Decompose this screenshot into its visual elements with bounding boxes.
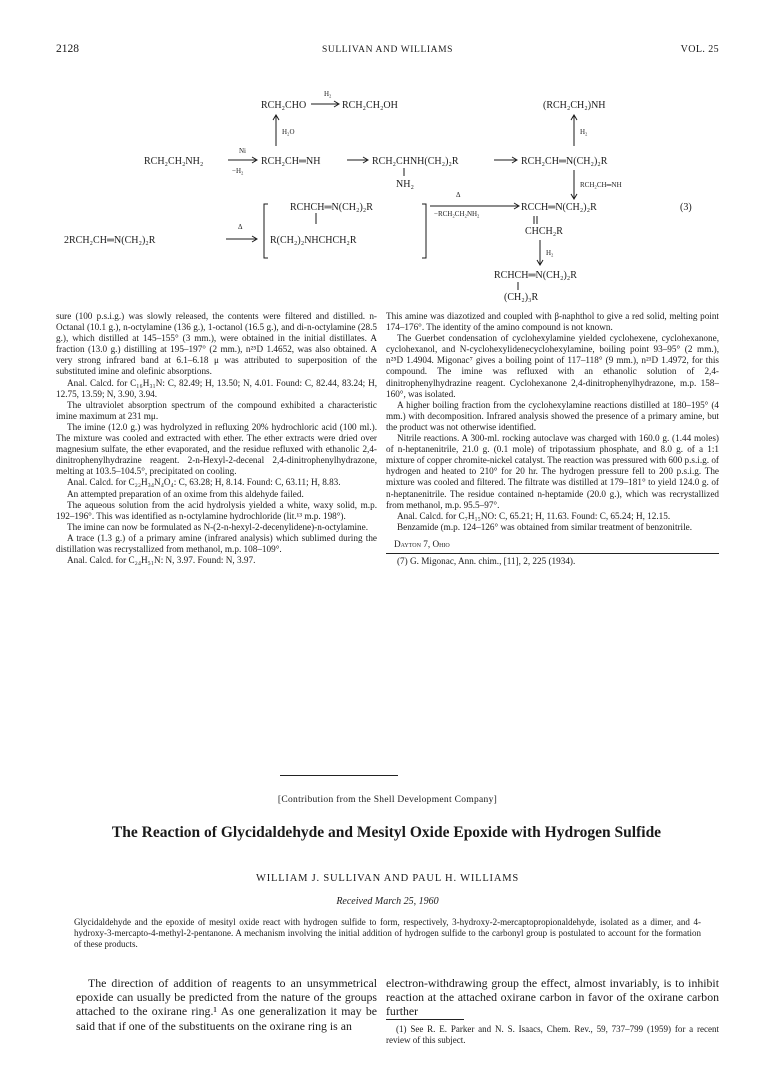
reaction-scheme <box>56 86 726 306</box>
page-number: 2128 <box>56 43 79 55</box>
footnote-migonac: (7) G. Migonac, Ann. chim., [11], 2, 225 (1934). <box>386 553 719 567</box>
analysis-paragraph: Anal. Calcd. for C₁₆H₃₁N: C, 82.49; H, 13.50; N, 4.01. Found: C, 82.44, 83.24; H, 12.75, 13.59; N, 3.90, 3.94. <box>56 377 377 399</box>
paragraph: The imine (12.0 g.) was hydrolyzed in refluxing 20% hydrochloric acid (100 ml.). The mixture was cooled and extracted with ether. The ether extracts were dried over magnesium sulfate, the ether evaporated, and the residue refluxed with ethanolic 2,4-dinitrophenylhydrazine reagent. 2-n-Hexyl-2-decenal 2,4-dinitrophenylhydrazone, melting at 103.5–104.5°, precipitated on cooling. <box>56 421 377 477</box>
scheme-up-label-1: H₂O <box>282 128 295 136</box>
footnote: (1) See R. E. Parker and N. S. Isaacs, Chem. Rev., 59, 737–799 (1959) for a recent review of this subject. <box>386 1024 719 1045</box>
scheme-r3-bracket-bot: R(CH₂)₂NHCHCH₂R <box>270 235 357 246</box>
analysis-paragraph: Anal. Calcd. for C₂₂H₃₄N₄O₄: C, 63.28; H, 8.14. Found: C, 63.11; H, 8.83. <box>67 477 341 488</box>
abstract: Glycidaldehyde and the epoxide of mesityl oxide react with hydrogen sulfide to form, respectively, 3-hydroxy-2-mercaptopropionaldehyde, isolated as a dimer, and 4-hydroxy-3-mercapto-4-methyl-2-pentanone. A mechanism involving the initial addition of hydrogen sulfide to the carbonyl group is postulated to account for the formation of these products. <box>74 917 701 949</box>
footnote-divider <box>386 1019 464 1020</box>
scheme-r1-mid: RCH₂CH₂OH <box>342 100 398 111</box>
paragraph: sure (100 p.s.i.g.) was slowly released, the contents were filtered and distilled. n-Octanal (10.1 g.), n-octylamine (136 g.), 1-octanol (16.5 g.), and di-n-octylamine (28.5 g.), which distilled at 145–155° (3 mm.), were obtained in the initial distillates. A fraction (13.0 g.) distilling at 195–197° (2 mm.), n²⁵D 1.4652, was also obtained. A very strong infrared band at 6.1–6.18 μ was attributed to superposition of the substituted imine and olefinic absorptions. <box>56 311 377 377</box>
volume-label: VOL. 25 <box>680 44 719 55</box>
scheme-r2-c: RCH₂CH═N(CH₂)₂R <box>521 156 608 167</box>
paragraph: This amine was diazotized and coupled with β-naphthol to give a red solid, melting point 174–176°. The identity of the amino compound is not known. <box>386 311 719 333</box>
body-text-left: The direction of addition of reagents to an unsymmetrical epoxide can usually be predicted from the nature of the groups attached to the oxirane ring.¹ As one generalization it may be said that if one of the substituents on the oxirane ring is an <box>76 976 377 1033</box>
contribution-line: [Contribution from the Shell Development Company] <box>277 795 498 805</box>
right-column <box>386 311 719 567</box>
paragraph: Nitrile reactions. A 300-ml. rocking autoclave was charged with 160.0 g. (1.44 moles) of n-heptanenitrile, 21.0 g. (0.1 mole) of tripotassium phosphate, and 8.0 g. of a 1:1 mixture of copper chromite-nickel catalyst. The reaction was pressured with 600 p.s.i.g. of hydrogen and heated to 210° for 20 hr. The hydrogen pressure fell to 200 p.s.i.g. The mixture was cooled and filtered. The filtrate was distilled at 179–181° to yield 124.0 g. of n-heptanenitrile. The residue contained n-heptamide (20.0 g.), which was recrystallized from methanol, m.p. 95.5–97°. <box>386 433 719 510</box>
scheme-r3-under-label: −RCH₂CH₂NH₂ <box>434 210 480 218</box>
scheme-down-label-1: RCH₂CH═NH <box>580 181 622 189</box>
scheme-down-label-2: H₂ <box>546 249 554 257</box>
paragraph: The aqueous solution from the acid hydrolysis yielded a white, waxy solid, m.p. 192–196°. This was identified as n-octylamine hydrochloride (lit.¹³ m.p. 198°). <box>56 499 377 521</box>
scheme-up-label-2: H₂ <box>580 128 588 136</box>
paragraph: The Guerbet condensation of cyclohexylamine yielded cyclohexene, cyclohexanone, cyclohexanol, and N-cyclohexylidenecyclohexylamine, boiling point 93–95° (2 mm.), n²⁵D 1.4904. Migonac⁷ gives a boiling point of 117–118° (9 mm.), n²¹D 1.4972, for this compound. The imine was refluxed with an ethanolic solution of 2,4-dinitrophenylhydrazine reagent. Cyclohexanone 2,4-dinitrophenylhydrazone, m.p. 158–160°, was isolated. <box>386 333 719 399</box>
scheme-r1-right: (RCH₂CH₂)NH <box>543 100 606 111</box>
paragraph: A higher boiling fraction from the cyclohexylamine reactions distilled at 180–195° (4 mm.) with decomposition. Infrared analysis showed the presence of a primary amine, but the product was not otherwise identified. <box>386 399 719 432</box>
article-authors: WILLIAM J. SULLIVAN AND PAUL H. WILLIAMS <box>256 873 519 884</box>
page-header <box>56 43 719 59</box>
paragraph: The imine can now be formulated as N-(2-n-hexyl-2-decenylidene)-n-octylamine. <box>67 521 369 532</box>
scheme-r3-product-sub: CHCH₂R <box>525 226 563 237</box>
scheme-r3-start: 2RCH₂CH═N(CH₂)₂R <box>64 235 156 246</box>
scheme-r2-nh2: NH₂ <box>396 179 414 190</box>
scheme-r2-under-label: −H₂ <box>232 167 244 175</box>
scheme-r1-arrow-label: H₂ <box>324 90 332 98</box>
scheme-r3-delta-2: Δ <box>456 191 461 199</box>
scheme-r3-bracket-left <box>264 204 268 258</box>
scheme-r3-delta-1: Δ <box>238 223 243 231</box>
analysis-paragraph: Anal. Calcd. for C₇H₁₅NO: C, 65.21; H, 11.63. Found: C, 65.24; H, 12.15. <box>397 510 671 521</box>
scheme-r3-product: RCCH═N(CH₂)₂R <box>521 202 597 213</box>
received-date: Received March 25, 1960 <box>336 896 439 907</box>
scheme-r3-bracket-right <box>422 204 426 258</box>
scheme-r2-a: RCH₂CH═NH <box>261 156 321 167</box>
affiliation-location: Dayton 7, Ohio <box>394 538 450 549</box>
paragraph: A trace (1.3 g.) of a primary amine (infrared analysis) which sublimed during the distillation was recrystallized from methanol, m.p. 108–109°. <box>56 532 377 554</box>
paragraph: Benzamide (m.p. 124–126° was obtained from similar treatment of benzonitrile. <box>397 521 693 532</box>
equation-number: (3) <box>680 202 692 213</box>
scheme-r1-left: RCH₂CHO <box>261 100 307 111</box>
analysis-paragraph: Anal. Calcd. for C₂₄H₅₁N: N, 3.97. Found: N, 3.97. <box>67 555 256 566</box>
scheme-r2-start: RCH₂CH₂NH₂ <box>144 156 204 167</box>
scheme-r2-b: RCH₂CHNH(CH₂)₂R <box>372 156 459 167</box>
running-title: SULLIVAN AND WILLIAMS <box>322 45 453 55</box>
scheme-r2-arrow-label: Ni <box>239 147 246 155</box>
scheme-r4-product: RCHCH═N(CH₂)₂R <box>494 270 577 281</box>
body-text-right: electron-withdrawing group the effect, almost invariably, is to inhibit reaction at the attached oxirane carbon in favor of the oxirane carbon further <box>386 976 719 1019</box>
scheme-r4-product-sub: (CH₂)₃R <box>504 292 539 303</box>
paragraph: An attempted preparation of an oxime from this aldehyde failed. <box>67 488 304 499</box>
article-title: The Reaction of Glycidaldehyde and Mesityl Oxide Epoxide with Hydrogen Sulfide <box>111 824 662 841</box>
section-divider <box>280 775 398 776</box>
scheme-r3-bracket-top: RCHCH═N(CH₂)₂R <box>290 202 373 213</box>
paragraph: The ultraviolet absorption spectrum of the compound exhibited a characteristic imine maximum at 231 mμ. <box>56 399 377 421</box>
left-column <box>56 311 377 566</box>
